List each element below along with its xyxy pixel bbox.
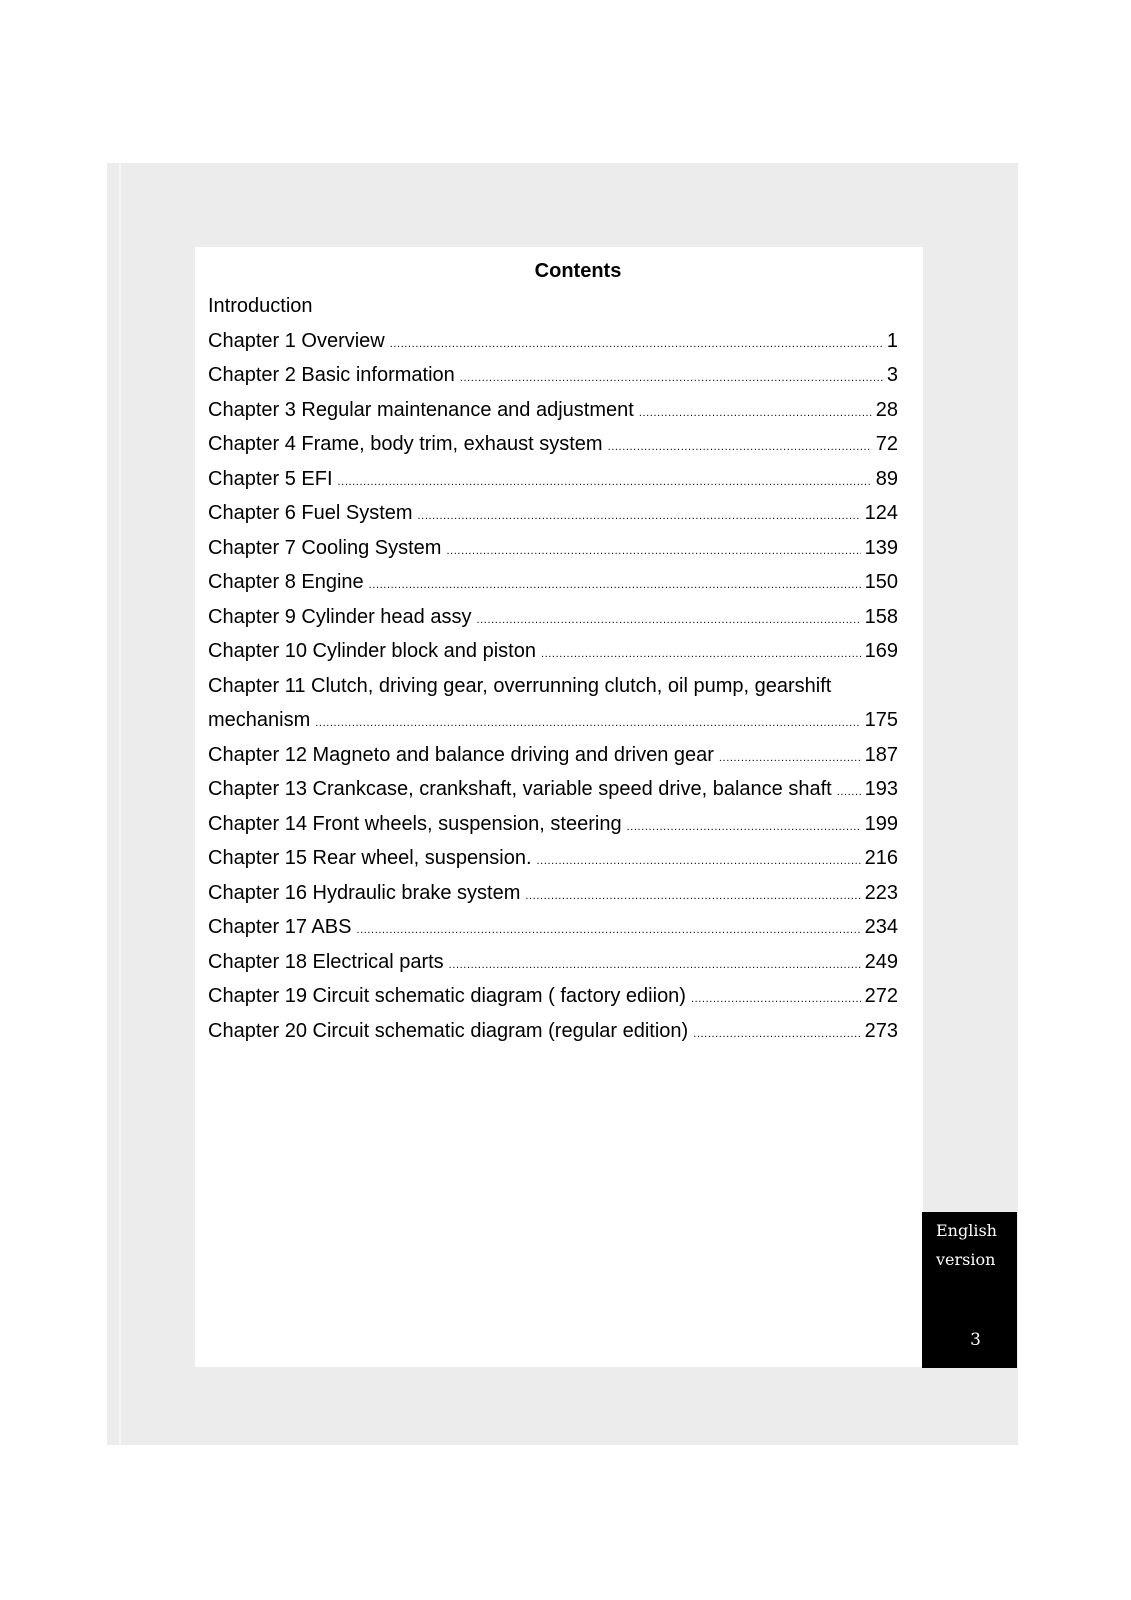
- dot-leader: [315, 718, 860, 729]
- toc-page-number: 1: [886, 329, 898, 352]
- toc-entry-label: Chapter 19 Circuit schematic diagram ( factory ediion): [208, 985, 686, 1007]
- toc-entry: [208, 841, 898, 876]
- toc-entry-label: Chapter 7 Cooling System: [208, 536, 442, 559]
- dot-leader: [356, 925, 860, 936]
- toc-entry: [208, 669, 898, 704]
- dot-leader: [338, 477, 872, 488]
- toc-entry: [208, 910, 898, 945]
- toc-page-number: 273: [864, 1019, 898, 1042]
- dot-leader: [460, 373, 883, 384]
- contents-heading: Contents: [534, 260, 622, 282]
- toc-page-number: 187: [864, 743, 898, 766]
- toc-page-number: 272: [864, 985, 898, 1007]
- toc-page-number: 150: [864, 571, 898, 593]
- toc-entry-label: Chapter 4 Frame, body trim, exhaust system: [208, 433, 603, 455]
- toc-entry: [208, 324, 898, 359]
- toc-entry: [208, 531, 898, 566]
- toc-page-number: 139: [864, 536, 898, 559]
- toc-entry-label: Chapter 20 Circuit schematic diagram (regular edition): [208, 1019, 689, 1042]
- toc-entry: [208, 876, 898, 911]
- dot-leader: [541, 649, 861, 660]
- toc-entry: [208, 289, 898, 324]
- toc-entry-continuation: [208, 703, 898, 738]
- toc-page-number: 158: [864, 605, 898, 628]
- toc-page-number: 89: [875, 467, 898, 490]
- dot-leader: [525, 891, 860, 902]
- toc-entry: [208, 772, 898, 807]
- language-label: [936, 1216, 1016, 1274]
- toc-page-number: 124: [864, 502, 898, 524]
- toc-entry: [208, 738, 898, 773]
- toc-entry: [208, 807, 898, 842]
- dot-leader: [608, 442, 872, 453]
- dot-leader: [476, 615, 860, 626]
- dot-leader: [390, 339, 883, 350]
- dot-leader: [627, 822, 861, 833]
- toc-entry-label: Chapter 10 Cylinder block and piston: [208, 640, 536, 662]
- toc-entry: [208, 565, 898, 600]
- dot-leader: [418, 511, 861, 522]
- toc-page-number: 249: [864, 950, 898, 973]
- toc-entry-label: Chapter 11 Clutch, driving gear, overrunning clutch, oil pump, gearshift: [208, 674, 832, 697]
- toc-entry: [208, 945, 898, 980]
- dot-leader: [446, 546, 860, 557]
- dot-leader: [639, 408, 872, 419]
- language-line-2: version: [936, 1250, 996, 1269]
- toc-entry: [208, 1014, 898, 1049]
- toc-entry-label: Chapter 5 EFI: [208, 467, 333, 490]
- toc-entry-label: Chapter 6 Fuel System: [208, 502, 413, 524]
- dot-leader: [369, 580, 861, 591]
- dot-leader: [691, 994, 861, 1005]
- dot-leader: [719, 753, 861, 764]
- toc-entry-label: Chapter 13 Crankcase, crankshaft, variable speed drive, balance shaft: [208, 778, 832, 800]
- toc-entry-label: Chapter 18 Electrical parts: [208, 950, 444, 973]
- toc-entry: [208, 496, 898, 531]
- toc-page-number: 72: [875, 433, 898, 455]
- toc-entry-label: Chapter 9 Cylinder head assy: [208, 605, 472, 628]
- toc-entry-label: Chapter 17 ABS: [208, 916, 352, 938]
- toc-page-number: 169: [864, 640, 898, 662]
- toc-entry: [208, 393, 898, 428]
- contents-sheet: [195, 247, 923, 1367]
- language-line-1: English: [936, 1221, 997, 1240]
- dot-leader: [449, 960, 861, 971]
- toc-entry-label: Chapter 2 Basic information: [208, 364, 455, 386]
- toc-entry-label: Chapter 1 Overview: [208, 329, 385, 352]
- toc-page-number: 223: [864, 881, 898, 904]
- page-number: 3: [970, 1330, 981, 1350]
- toc-entry-label: Chapter 8 Engine: [208, 571, 364, 593]
- toc-page-number: 175: [864, 709, 898, 731]
- toc-page-number: 234: [864, 916, 898, 938]
- toc-entry-label: Chapter 3 Regular maintenance and adjustment: [208, 398, 634, 421]
- dot-leader: [693, 1029, 860, 1040]
- toc-page-number: 3: [886, 364, 898, 386]
- toc-entry: [208, 462, 898, 497]
- toc-entry-label: Chapter 15 Rear wheel, suspension.: [208, 847, 532, 869]
- table-of-contents: [208, 289, 898, 1048]
- toc-entry-label: Chapter 12 Magneto and balance driving and driven gear: [208, 743, 714, 766]
- toc-entry-label: Chapter 14 Front wheels, suspension, steering: [208, 812, 622, 835]
- dot-leader: [837, 787, 861, 798]
- panel-edge: [119, 163, 121, 1445]
- toc-entry: [208, 358, 898, 393]
- toc-page-number: 216: [864, 847, 898, 869]
- toc-entry: [208, 634, 898, 669]
- dot-leader: [537, 856, 861, 867]
- toc-entry-label: mechanism: [208, 709, 311, 731]
- toc-entry-label: Chapter 16 Hydraulic brake system: [208, 881, 521, 904]
- toc-entry: [208, 600, 898, 635]
- toc-page-number: 199: [864, 812, 898, 835]
- toc-page-number: 28: [875, 398, 898, 421]
- language-side-tab: [922, 1212, 1017, 1368]
- toc-entry-label: Introduction: [208, 295, 313, 317]
- toc-page-number: 193: [864, 778, 898, 800]
- toc-entry: [208, 979, 898, 1014]
- toc-entry: [208, 427, 898, 462]
